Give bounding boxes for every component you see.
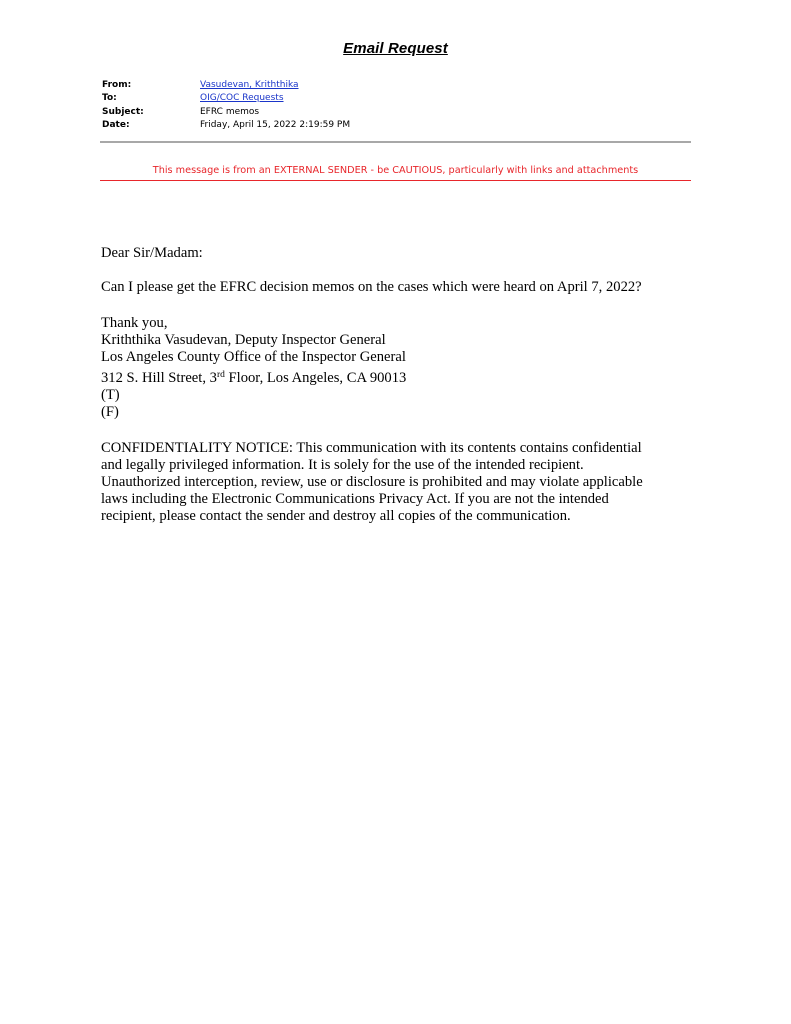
signature-name: Kriththika Vasudevan, Deputy Inspector General — [101, 332, 386, 348]
greeting: Dear Sir/Madam: — [101, 245, 203, 261]
external-sender-warning: This message is from an EXTERNAL SENDER - be CAUTIOUS, particularly with links and attachments — [152, 165, 639, 176]
signature-org: Los Angeles County Office of the Inspector General — [101, 349, 406, 365]
signature-address — [101, 370, 406, 387]
date-row — [102, 119, 350, 133]
address-start: 312 S. Hill Street, 3 — [101, 370, 217, 386]
subject-label: Subject: — [102, 106, 144, 117]
to-row — [102, 92, 350, 106]
fax-line: (F) — [101, 404, 119, 420]
date-label: Date: — [102, 120, 130, 131]
address-ordinal: rd — [216, 370, 225, 380]
notice-line: CONFIDENTIALITY NOTICE: This communication with its contents contains confidential — [101, 440, 642, 456]
to-link[interactable]: OIG/COC Requests — [200, 93, 284, 104]
header-divider — [100, 141, 691, 143]
notice-line: and legally privileged information. It is solely for the use of the intended recipient. — [101, 457, 584, 473]
warning-underline — [100, 180, 691, 181]
closing: Thank you, — [101, 315, 168, 331]
email-header — [102, 78, 350, 132]
to-label: To: — [102, 93, 117, 104]
page-title: Email Request — [343, 40, 448, 57]
notice-line: laws including the Electronic Communications Privacy Act. If you are not the intended — [101, 491, 609, 507]
from-label: From: — [102, 79, 132, 90]
from-row — [102, 78, 350, 92]
request-text: Can I please get the EFRC decision memos on the cases which were heard on April 7, 2022? — [101, 279, 642, 295]
phone-line: (T) — [101, 387, 120, 403]
address-end: Floor, Los Angeles, CA 90013 — [224, 370, 407, 386]
date-value: Friday, April 15, 2022 2:19:59 PM — [200, 120, 351, 131]
from-link[interactable]: Vasudevan, Kriththika — [200, 79, 299, 90]
subject-value: EFRC memos — [200, 106, 260, 117]
notice-line: Unauthorized interception, review, use or disclosure is prohibited and may violate applicable — [101, 474, 643, 490]
notice-line: recipient, please contact the sender and destroy all copies of the communication. — [101, 508, 571, 524]
subject-row — [102, 105, 350, 119]
